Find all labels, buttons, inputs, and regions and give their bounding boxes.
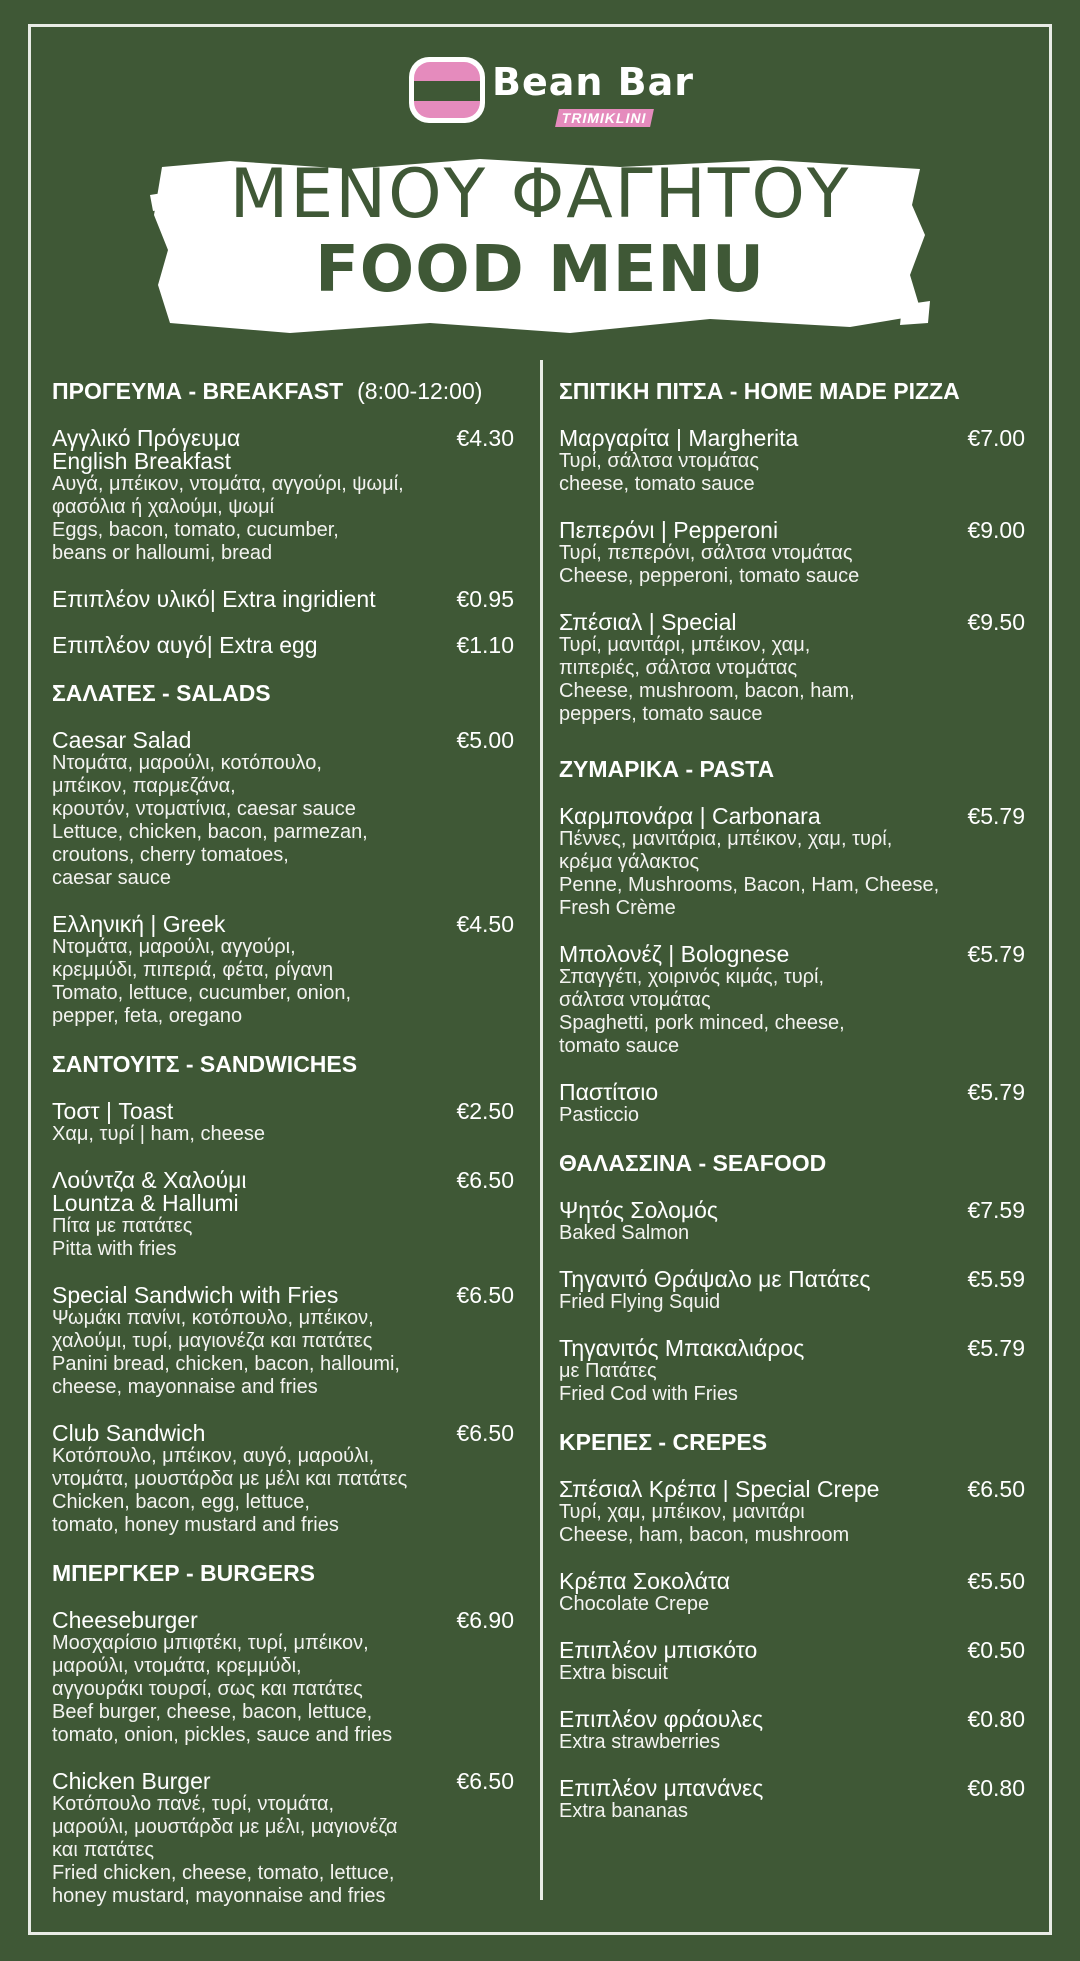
section-title-burgers <box>52 1560 514 1587</box>
section-title-seafood <box>559 1150 1025 1177</box>
menu-item-name: Σπέσιαλ | Special <box>559 609 737 635</box>
menu-item-price: €5.59 <box>967 1266 1025 1292</box>
menu-item-description: Πέννες, μανιτάρια, μπέικον, χαμ, τυρί, κρέμα γάλακτος Penne, Mushrooms, Bacon, Ham, Cheese, Fresh Crème <box>559 828 940 919</box>
menu-item-name: Κρέπα Σοκολάτα <box>559 1568 730 1594</box>
menu-item-description: Pasticcio <box>559 1104 640 1126</box>
menu-item <box>559 1199 1025 1245</box>
menu-item-description: Baked Salmon <box>559 1222 690 1244</box>
menu-item <box>559 611 1025 726</box>
menu-item <box>52 1100 514 1146</box>
brand-location: TRIMIKLINI <box>555 109 653 127</box>
menu-item-row <box>559 1777 1025 1800</box>
menu-item-price: €2.50 <box>456 1098 514 1124</box>
section-title-crepes <box>559 1429 1025 1456</box>
menu-item-price: €0.50 <box>967 1637 1025 1663</box>
menu-item-price: €5.79 <box>967 1079 1025 1105</box>
menu-item-description: Τυρί, μανιτάρι, μπέικον, χαμ, πιπεριές, σάλτσα ντομάτας Cheese, mushroom, bacon, ham, peppers, tomato sauce <box>559 634 855 725</box>
section-title-salads <box>52 680 514 707</box>
menu-item <box>52 913 514 1028</box>
menu-item-name: Μπολονέζ | Bolognese <box>559 941 790 967</box>
menu-item-row <box>559 805 1025 828</box>
menu-item <box>559 805 1025 920</box>
menu-item-name: Τοστ | Toast <box>52 1098 174 1124</box>
menu-item-description: με Πατάτες Fried Cod with Fries <box>559 1360 738 1405</box>
menu-item-row <box>559 1199 1025 1222</box>
menu-item-row <box>52 588 514 611</box>
section-title-text: ΖΥΜΑΡΙΚΑ - PASTA <box>559 756 775 782</box>
title-english: FOOD MENU <box>315 233 765 307</box>
menu-item <box>52 1609 514 1747</box>
menu-item-name: Special Sandwich with Fries <box>52 1282 339 1308</box>
section-title-text: ΠΡΟΓΕΥΜΑ - BREAKFAST <box>52 378 344 404</box>
menu-item-description: Χαμ, τυρί | ham, cheese <box>52 1123 266 1145</box>
menu-item-row <box>52 1169 514 1215</box>
menu-item <box>52 729 514 890</box>
menu-item <box>559 1268 1025 1314</box>
title-banner <box>150 155 930 340</box>
menu-item-name: Πεπερόνι | Pepperoni <box>559 517 779 543</box>
menu-item-price: €6.50 <box>456 1420 514 1446</box>
menu-item-price: €4.30 <box>456 425 514 451</box>
menu-item-row <box>559 611 1025 634</box>
menu-item <box>559 427 1025 496</box>
menu-item-description: Σπαγγέτι, χοιρινός κιμάς, τυρί, σάλτσα ντομάτας Spaghetti, pork minced, cheese, tomato sauce <box>559 966 845 1057</box>
menu-item <box>559 1639 1025 1685</box>
menu-item-name: Σπέσιαλ Κρέπα | Special Crepe <box>559 1476 880 1502</box>
menu-item-description: Ντομάτα, μαρούλι, κοτόπουλο, μπέικον, παρμεζάνα, κρουτόν, ντοματίνια, caesar sauce Lettuce, chicken, bacon, parmezan, croutons, cherry tomatoes, caesar sauce <box>52 752 368 889</box>
menu-item <box>559 519 1025 588</box>
menu-item-name: Επιπλέον υλικό| Extra ingridient <box>52 586 376 612</box>
menu-item-description: Chocolate Crepe <box>559 1593 710 1615</box>
menu-item <box>559 1081 1025 1127</box>
menu-item-price: €6.50 <box>456 1768 514 1794</box>
menu-item-description: Τυρί, πεπερόνι, σάλτσα ντομάτας Cheese, pepperoni, tomato sauce <box>559 542 860 587</box>
menu-item-price: €6.50 <box>456 1282 514 1308</box>
menu-item-name: Καρμπονάρα | Carbonara <box>559 803 821 829</box>
menu-item-price: €1.10 <box>456 632 514 658</box>
section-title-text: ΣΠΙΤΙΚΗ ΠΙΤΣΑ - HOME MADE PIZZA <box>559 378 960 404</box>
menu-item-price: €9.00 <box>967 517 1025 543</box>
menu-item-price: €5.79 <box>967 941 1025 967</box>
menu-item-name: Λούντζα & Χαλούμι Lountza & Hallumi <box>52 1167 247 1216</box>
menu-item-price: €4.50 <box>456 911 514 937</box>
menu-item-description: Κοτόπουλο, μπέικον, αυγό, μαρούλι, ντομάτα, μουστάρδα με μέλι και πατάτες Chicken, bacon, egg, lettuce, tomato, honey mustard and fries <box>52 1445 408 1536</box>
menu-item-row <box>52 1284 514 1307</box>
section-title-text: ΜΠΕΡΓΚΕΡ - BURGERS <box>52 1560 316 1586</box>
menu-item-name: Τηγανιτό Θράψαλο με Πατάτες <box>559 1266 871 1292</box>
menu-item-name: Επιπλέον μπισκότο <box>559 1637 758 1663</box>
menu-item-row <box>559 1478 1025 1501</box>
menu-item <box>559 1708 1025 1754</box>
menu-item <box>52 634 514 657</box>
menu-item-price: €7.59 <box>967 1197 1025 1223</box>
menu-item <box>559 1777 1025 1823</box>
section-title-text: ΣΑΛΑΤΕΣ - SALADS <box>52 680 271 706</box>
menu-item <box>52 427 514 565</box>
menu-item <box>52 1770 514 1908</box>
menu-item-price: €0.80 <box>967 1706 1025 1732</box>
menu-item-row <box>52 427 514 473</box>
menu-column-left <box>52 378 514 1931</box>
menu-item-name: Club Sandwich <box>52 1420 206 1446</box>
section-title-text: ΚΡΕΠΕΣ - CREPES <box>559 1429 768 1455</box>
menu-item-description: Μοσχαρίσιο μπιφτέκι, τυρί, μπέικον, μαρούλι, ντομάτα, κρεμμύδι, αγγουράκι τουρσί, σως και πατάτες Beef burger, cheese, bacon, lettuce, tomato, onion, pickles, sauce and fries <box>52 1632 393 1746</box>
menu-item <box>52 1284 514 1399</box>
menu-item-description: Ντομάτα, μαρούλι, αγγούρι, κρεμμύδι, πιπεριά, φέτα, ρίγανη Tomato, lettuce, cucumber, onion, pepper, feta, oregano <box>52 936 352 1027</box>
menu-item-row <box>52 1422 514 1445</box>
menu-item-row <box>559 1708 1025 1731</box>
section-title-text: ΘΑΛΑΣΣΙΝΑ - SEAFOOD <box>559 1150 827 1176</box>
menu-column-right <box>559 378 1025 1846</box>
brand-name: Bean Bar <box>492 60 695 104</box>
menu-item-price: €5.00 <box>456 727 514 753</box>
menu-item-row <box>559 1268 1025 1291</box>
menu-item-row <box>52 729 514 752</box>
menu-item-name: Μαργαρίτα | Margherita <box>559 425 799 451</box>
menu-item-description: Τυρί, χαμ, μπέικον, μανιτάρι Cheese, ham, bacon, mushroom <box>559 1501 850 1546</box>
menu-item-row <box>559 1081 1025 1104</box>
menu-item <box>559 1478 1025 1547</box>
menu-item <box>52 588 514 611</box>
menu-item <box>559 1570 1025 1616</box>
menu-item-price: €7.00 <box>967 425 1025 451</box>
menu-item-row <box>52 1770 514 1793</box>
menu-item-price: €6.90 <box>456 1607 514 1633</box>
menu-item-name: Ελληνική | Greek <box>52 911 226 937</box>
menu-item-price: €5.79 <box>967 803 1025 829</box>
menu-item-row <box>559 1639 1025 1662</box>
menu-item <box>52 1169 514 1261</box>
menu-item-description: Extra bananas <box>559 1800 688 1822</box>
menu-item-description: Extra biscuit <box>559 1662 668 1684</box>
menu-item-name: Caesar Salad <box>52 727 192 753</box>
menu-item-row <box>52 634 514 657</box>
bean-logo-icon <box>407 55 487 125</box>
menu-item-price: €5.79 <box>967 1335 1025 1361</box>
menu-item-name: Επιπλέον αυγό| Extra egg <box>52 632 318 658</box>
menu-item-description: Ψωμάκι πανίνι, κοτόπουλο, μπέικον, χαλούμι, τυρί, μαγιονέζα και πατάτες Panini bread, chicken, bacon, halloumi, cheese, mayonnaise and fries <box>52 1307 400 1398</box>
menu-item-price: €5.50 <box>967 1568 1025 1594</box>
menu-item <box>559 1337 1025 1406</box>
column-divider <box>540 360 543 1900</box>
menu-item-name: Ψητός Σολομός <box>559 1197 719 1223</box>
menu-item-price: €6.50 <box>456 1167 514 1193</box>
menu-item <box>52 1422 514 1537</box>
logo <box>407 52 695 132</box>
menu-item-name: Επιπλέον φράουλες <box>559 1706 764 1732</box>
menu-item <box>559 943 1025 1058</box>
menu-item-row <box>52 913 514 936</box>
menu-item-description: Extra strawberries <box>559 1731 721 1753</box>
menu-item-row <box>559 1570 1025 1593</box>
menu-item-row <box>559 519 1025 542</box>
menu-item-price: €9.50 <box>967 609 1025 635</box>
menu-item-row <box>559 1337 1025 1360</box>
menu-item-description: Αυγά, μπέικον, ντομάτα, αγγούρι, ψωμί, φασόλια ή χαλούμι, ψωμί Eggs, bacon, tomato, cucumber, beans or halloumi, bread <box>52 473 404 564</box>
menu-item-name: Παστίτσιο <box>559 1079 659 1105</box>
menu-item-name: Cheeseburger <box>52 1607 198 1633</box>
menu-item-name: Τηγανιτός Μπακαλιάρος <box>559 1335 805 1361</box>
section-title-text: ΣΑΝΤΟΥΙΤΣ - SANDWICHES <box>52 1051 358 1077</box>
menu-item-row <box>52 1100 514 1123</box>
menu-item-price: €0.80 <box>967 1775 1025 1801</box>
menu-item-description: Fried Flying Squid <box>559 1291 721 1313</box>
section-title-sandwiches <box>52 1051 514 1078</box>
section-title-pizza <box>559 378 1025 405</box>
menu-item-row <box>52 1609 514 1632</box>
menu-item-name: Chicken Burger <box>52 1768 211 1794</box>
menu-item-price: €6.50 <box>967 1476 1025 1502</box>
menu-item-row <box>559 427 1025 450</box>
title-greek: ΜΕΝΟΥ ΦΑΓΗΤΟΥ <box>229 155 851 234</box>
menu-item-name: Επιπλέον μπανάνες <box>559 1775 764 1801</box>
menu-item-price: €0.95 <box>456 586 514 612</box>
section-title-breakfast <box>52 378 514 405</box>
menu-item-row <box>559 943 1025 966</box>
section-title-pasta <box>559 756 1025 783</box>
menu-item-description: Πίτα με πατάτες Pitta with fries <box>52 1215 193 1260</box>
menu-item-description: Κοτόπουλο πανέ, τυρί, ντομάτα, μαρούλι, μουστάρδα με μέλι, μαγιονέζα και πατάτες Fried chicken, cheese, tomato, lettuce, honey mustard, mayonnaise and fries <box>52 1793 398 1907</box>
menu-item-name: Αγγλικό Πρόγευμα English Breakfast <box>52 425 241 474</box>
menu-item-description: Τυρί, σάλτσα ντομάτας cheese, tomato sauce <box>559 450 759 495</box>
section-hours: (8:00-12:00) <box>357 378 483 404</box>
